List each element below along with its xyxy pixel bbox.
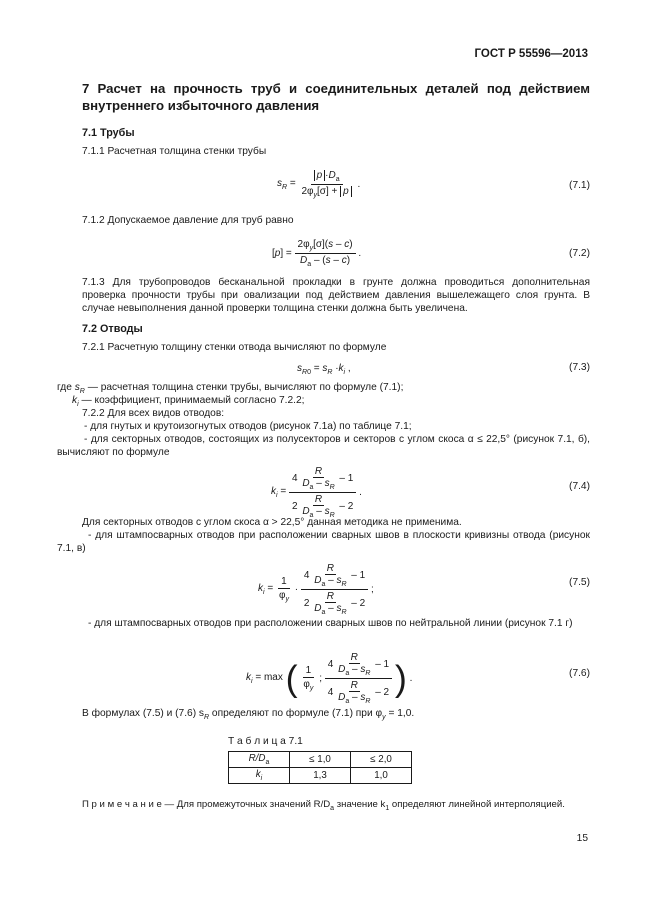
subsection-heading-bends: 7.2 Отводы [82, 323, 143, 335]
table-cell: 1,3 [290, 768, 351, 784]
note-text-b: значение k [334, 799, 386, 810]
table-note: П р и м е ч а н и е — Для промежуточных значений $R/D_a$ значение $k_1$ определяют линейной интерполяцией. [82, 799, 565, 812]
note-text-c: определяют линейной интерполяцией. [389, 799, 565, 810]
equation-number-7-3: (7.3) [569, 362, 590, 373]
table-row [229, 752, 412, 768]
document-header: ГОСТ Р 55596—2013 [474, 48, 588, 60]
equation-7-2: [p] = $\frac{2\varphi_y[\sigma](s - c)}{D_a - (s - c)}$ . [272, 239, 362, 268]
where-clause-ki: $k_i$ — коэффициент, принимаемый согласно 7.2.2; [72, 395, 305, 409]
subsection-heading-pipes: 7.1 Трубы [82, 127, 135, 139]
bullet-stamped-curvature-plane: - для штампосварных отводов при расположении сварных швов в плоскости кривизны отвода (рисунок 7.1, в) [57, 530, 590, 555]
table-caption: Т а б л и ц а 7.1 [228, 736, 303, 747]
equation-number-7-2: (7.2) [569, 248, 590, 259]
table-cell: ≤ 1,0 [290, 752, 351, 768]
table-cell-ratio: R/D [248, 753, 266, 765]
note-label: П р и м е ч а н и е [82, 799, 162, 810]
table-cell: $R/D_a$ [229, 752, 290, 768]
formulas-note-b: определяют по формуле (7.1) при φ [209, 708, 383, 719]
equation-7-3: $s_{R0} = s_R \cdot k_i$ , [297, 363, 351, 376]
equation-7-5: $k_i$ = $\frac{1}{\varphi_y}$ · 4 $\frac{R}{D_a - s_R}$ – 1 2 $\frac{R}{D_a - s_R}$ – 2 ; [258, 563, 374, 616]
where-ki-text: — коэффициент, принимаемый согласно 7.2.2; [81, 395, 305, 406]
equation-7-4: $k_i$ = 4 $\frac{R}{D_a - s_R}$ – 1 2 $\frac{R}{D_a - s_R}$ – 2 . [271, 466, 362, 519]
bullet-stamped-neutral-line: - для штампосварных отводов при расположении сварных швов по нейтральной линии (рисунок 7.1 г) [88, 618, 573, 629]
equation-number-7-4: (7.4) [569, 481, 590, 492]
table-cell: 1,0 [351, 768, 412, 784]
paragraph-sector-note: Для секторных отводов с углом скоса α > 22,5° данная методика не применима. [82, 517, 462, 528]
paragraph-7-1-1: 7.1.1 Расчетная толщина стенки трубы [82, 146, 267, 157]
equation-7-1: $s_R$ = $\frac{p \cdot D_a}{2\varphi_y[\sigma] + p}$ . [277, 170, 361, 199]
where-clause-sr: где $s_R$ — расчетная толщина стенки трубы, вычисляют по формуле (7.1); [57, 382, 404, 396]
table-cell-k: k [255, 769, 261, 781]
paragraph-7-2-1: 7.2.1 Расчетную толщину стенки отвода вычисляют по формуле [82, 342, 387, 353]
paragraph-7-1-3: 7.1.3 Для трубопроводов бесканальной прокладки в грунте должна проводиться дополнительная проверка прочности трубы при овализации под действием давления вышележащего слоя грунта. В случае невыполнения данной проверки толщина стенки должна быть увеличена. [82, 277, 590, 315]
note-text-a: — Для промежуточных значений R/D [164, 799, 331, 810]
paragraph-7-2-2: 7.2.2 Для всех видов отводов: [82, 408, 225, 419]
equation-number-7-6: (7.6) [569, 668, 590, 679]
table-cell: $k_i$ [229, 768, 290, 784]
equation-7-6: $k_i = \max$ ( $\frac{1}{\varphi_y}$ ; 4 $\frac{R}{D_a - s_R}$ – 1 4 $\frac{R}{D_a - s_R}$ – 2 ) . [246, 652, 413, 705]
where-sr-text: — расчетная толщина стенки трубы, вычисляют по формуле (7.1); [87, 382, 404, 393]
formulas-note-c: = 1,0. [385, 708, 415, 719]
table-row [229, 768, 412, 784]
equation-number-7-5: (7.5) [569, 577, 590, 588]
formulas-note-a: В формулах (7.5) и (7.6) s [82, 708, 205, 719]
equation-number-7-1: (7.1) [569, 180, 590, 191]
section-title: 7 Расчет на прочность труб и соединительных деталей под действием внутреннего избыточного давления [82, 81, 590, 113]
bullet-sector-bends: - для секторных отводов, состоящих из полусекторов и секторов с углом скоса α ≤ 22,5° (рисунок 7.1, б), вычисляют по формуле [57, 434, 590, 459]
table-7-1 [228, 751, 412, 784]
paragraph-7-1-2: 7.1.2 Допускаемое давление для труб равно [82, 215, 294, 226]
page-number: 15 [576, 833, 588, 844]
bullet-bent-bends: - для гнутых и крутоизогнутых отводов (рисунок 7.1а) по таблице 7.1; [84, 421, 412, 432]
table-cell: ≤ 2,0 [351, 752, 412, 768]
paragraph-formulas-note: В формулах (7.5) и (7.6) $s_R$ определяют по формуле (7.1) при $\varphi_y = 1,0$. [82, 708, 415, 722]
